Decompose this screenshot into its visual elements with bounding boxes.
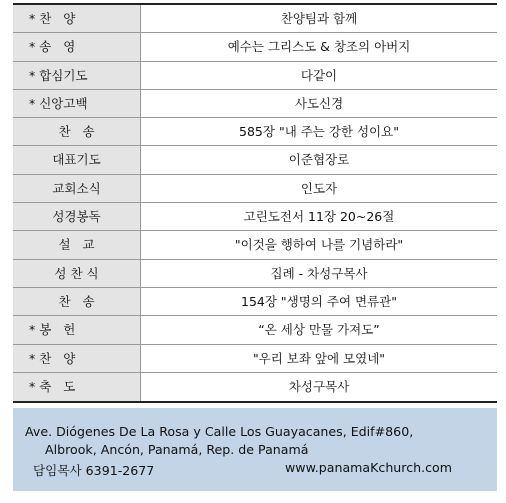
order-row	[13, 345, 497, 373]
order-row	[13, 260, 497, 288]
order-row	[13, 118, 497, 146]
order-row	[13, 146, 497, 174]
order-content: 찬양팀과 함께	[280, 11, 358, 26]
order-row	[13, 288, 497, 316]
order-content: 다같이	[300, 67, 338, 83]
order-content: 585장 "내 주는 강한 성이요"	[239, 124, 399, 140]
order-row	[13, 5, 497, 33]
order-row	[13, 316, 497, 344]
order-row	[13, 175, 497, 203]
order-label: * 찬 양	[13, 5, 141, 32]
order-label: 성경봉독	[13, 203, 141, 230]
order-content: "우리 보좌 앞에 모였네"	[252, 350, 386, 366]
order-content: 집례 - 차성구목사	[270, 265, 368, 281]
order-content: 예수는 그리스도 & 창조의 아버지	[227, 39, 411, 55]
order-label: * 신앙고백	[13, 90, 141, 117]
order-content: "이것을 행하여 나를 기념하라"	[234, 237, 404, 253]
order-label: 설 교	[13, 231, 141, 258]
website-link[interactable]: www.panamaKchurch.com	[285, 460, 452, 475]
order-content: 고린도전서 11장 20~26절	[243, 209, 395, 225]
order-label: * 찬 양	[13, 345, 141, 372]
order-content: 사도신경	[294, 95, 344, 111]
order-content: 인도자	[300, 180, 338, 196]
order-content: “온 세상 만물 가져도”	[258, 322, 380, 338]
church-info-footer	[13, 408, 497, 491]
order-content: 이준협장로	[288, 152, 350, 168]
order-label: 찬 송	[13, 288, 141, 315]
order-label: 교회소식	[13, 175, 141, 202]
order-row	[13, 231, 497, 259]
order-content: 154장 "생명의 주여 면류관"	[241, 293, 397, 309]
address-line-2: Albrook, Ancón, Panamá, Rep. de Panamá	[45, 442, 309, 457]
order-row	[13, 90, 497, 118]
order-row	[13, 373, 497, 401]
address-line-1: Ave. Diógenes De La Rosa y Calle Los Guayacanes, Edif#860,	[25, 424, 414, 439]
order-row	[13, 203, 497, 231]
pastor-phone: 담임목사 6391-2677	[33, 463, 155, 478]
order-row	[13, 62, 497, 90]
worship-order-table	[13, 3, 497, 403]
order-label: 찬 송	[13, 118, 141, 145]
order-content: 차성구목사	[288, 378, 350, 394]
order-row	[13, 33, 497, 61]
order-label: 대표기도	[13, 146, 141, 173]
order-label: * 합심기도	[13, 62, 141, 89]
order-label: * 봉 헌	[13, 316, 141, 343]
order-label: 성 찬 식	[13, 260, 141, 287]
order-label: * 송 영	[13, 33, 141, 60]
order-label: * 축 도	[13, 373, 141, 401]
